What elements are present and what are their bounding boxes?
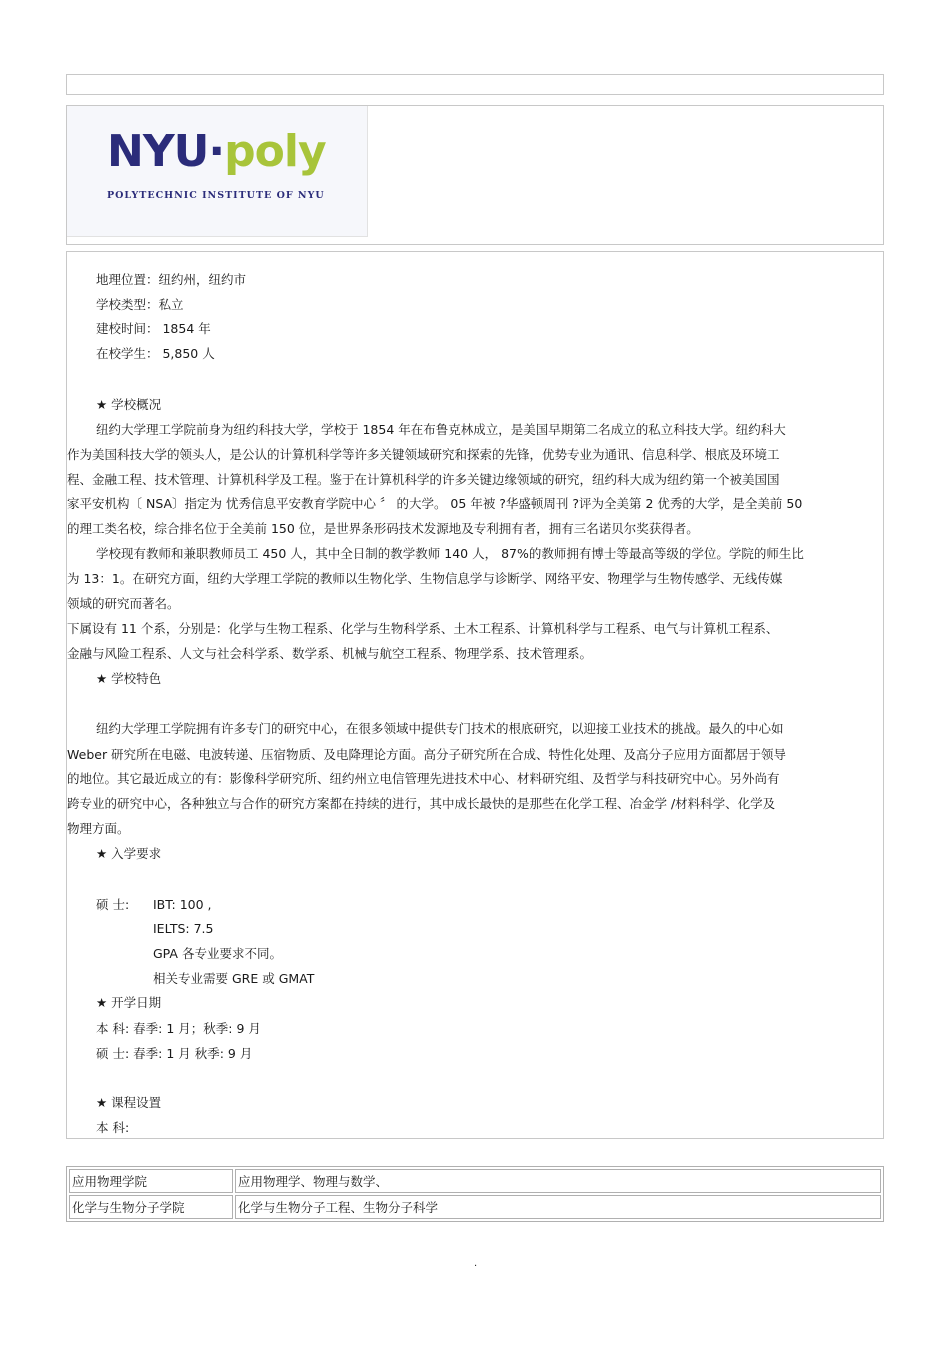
overview-line: 下属设有 11 个系，分别是：化学与生物工程系、化学与生物科学系、土木工程系、计算机科学与工程系、电气与计算机工程系、 xyxy=(67,621,779,636)
logo-dot: · xyxy=(208,126,225,177)
features-line: 跨专业的研究中心，各种独立与合作的研究方案都在持续的进行，其中成长最快的是那些在化学工程、冶金学 /材料科学、化学及 xyxy=(67,796,776,811)
logo-wordmark xyxy=(107,126,326,177)
admission-heading: ★ 入学要求 xyxy=(96,846,162,861)
courses-table xyxy=(66,1166,884,1222)
nyu-poly-logo xyxy=(67,106,368,237)
logo-poly: poly xyxy=(224,126,326,177)
top-bar xyxy=(66,74,884,95)
features-line: 纽约大学理工学院拥有许多专门的研究中心，在很多领域中提供专门技术的根底研究，以迎接工业技术的挑战。最久的中心如 xyxy=(96,721,784,736)
info-students: 在校学生： 5,850 人 xyxy=(96,346,215,361)
school-cell: 化学与生物分子学院 xyxy=(69,1195,233,1219)
overview-heading: ★ 学校概况 xyxy=(96,397,162,412)
info-founded: 建校时间： 1854 年 xyxy=(96,321,211,336)
overview-line: 为 13：1。在研究方面，纽约大学理工学院的教师以生物化学、生物信息学与诊断学、网络平安、物理学与生物传感学、无线传媒 xyxy=(67,571,783,586)
admission-item: IELTS: 7.5 xyxy=(153,921,214,936)
logo-subtitle: POLYTECHNIC INSTITUTE OF NYU xyxy=(107,190,325,201)
logo-panel xyxy=(66,105,884,245)
courses-label: 本 科: xyxy=(96,1120,130,1135)
majors-cell: 应用物理学、物理与数学、 xyxy=(235,1169,881,1193)
majors-cell: 化学与生物分子工程、生物分子科学 xyxy=(235,1195,881,1219)
admission-item: 相关专业需要 GRE 或 GMAT xyxy=(153,971,315,986)
overview-line: 金融与风险工程系、人文与社会科学系、数学系、机械与航空工程系、物理学系、技术管理系。 xyxy=(67,646,593,661)
dates-master: 硕 士: 春季: 1 月 秋季: 9 月 xyxy=(96,1046,253,1061)
admission-item: IBT: 100 , xyxy=(153,897,212,912)
content-panel xyxy=(66,251,884,1139)
overview-line: 学校现有教师和兼职教师员工 450 人，其中全日制的教学教师 140 人， 87%的教师拥有博士等最高等级的学位。学院的师生比 xyxy=(96,546,804,561)
features-heading: ★ 学校特色 xyxy=(96,671,162,686)
features-line: Weber 研究所在电磁、电波转递、压宿物质、及电降理论方面。高分子研究所在合成、特性化处理、及高分子应用方面都居于领导 xyxy=(67,747,787,762)
overview-line: 家平安机构〔 NSA〕指定为 忧秀信息平安教育学院中心 〞 的大学。 05 年被 ?华盛顿周刊 ?评为全美第 2 优秀的大学，是全美前 50 xyxy=(67,496,803,511)
table-row xyxy=(69,1195,881,1219)
features-line: 物理方面。 xyxy=(67,821,130,836)
page-footer-dot: . xyxy=(474,1258,478,1269)
info-location: 地理位置：纽约州，纽约市 xyxy=(96,272,247,287)
courses-heading: ★ 课程设置 xyxy=(96,1095,162,1110)
overview-line: 领域的研究而著名。 xyxy=(67,596,180,611)
school-cell: 应用物理学院 xyxy=(69,1169,233,1193)
table-row xyxy=(69,1169,881,1193)
overview-line: 作为美国科技大学的领头人，是公认的计算机科学等许多关键领域研究和探索的先锋，优势专业为通讯、信息科学、根底及环境工 xyxy=(67,447,780,462)
info-type: 学校类型：私立 xyxy=(96,297,184,312)
admission-item: GPA 各专业要求不同。 xyxy=(153,946,282,961)
overview-line: 纽约大学理工学院前身为纽约科技大学，学校于 1854 年在布鲁克林成立，是美国早期第二名成立的私立科技大学。纽约科大 xyxy=(96,422,786,437)
admission-label: 硕 士: xyxy=(96,897,130,912)
dates-heading: ★ 开学日期 xyxy=(96,995,162,1010)
overview-line: 的理工类名校，综合排名位于全美前 150 位，是世界条形码技术发源地及专利拥有者，拥有三名诺贝尔奖获得者。 xyxy=(67,521,699,536)
dates-undergrad: 本 科: 春季: 1 月；秋季: 9 月 xyxy=(96,1021,261,1036)
overview-line: 程、金融工程、技术管理、计算机科学及工程。鉴于在计算机科学的许多关键边缘领域的研究，纽约科大成为纽约第一个被美国国 xyxy=(67,472,780,487)
features-line: 的地位。其它最近成立的有：影像科学研究所、纽约州立电信管理先进技术中心、材料研究组、及哲学与科技研究中心。另外尚有 xyxy=(67,771,780,786)
logo-nyu: NYU xyxy=(107,126,209,177)
